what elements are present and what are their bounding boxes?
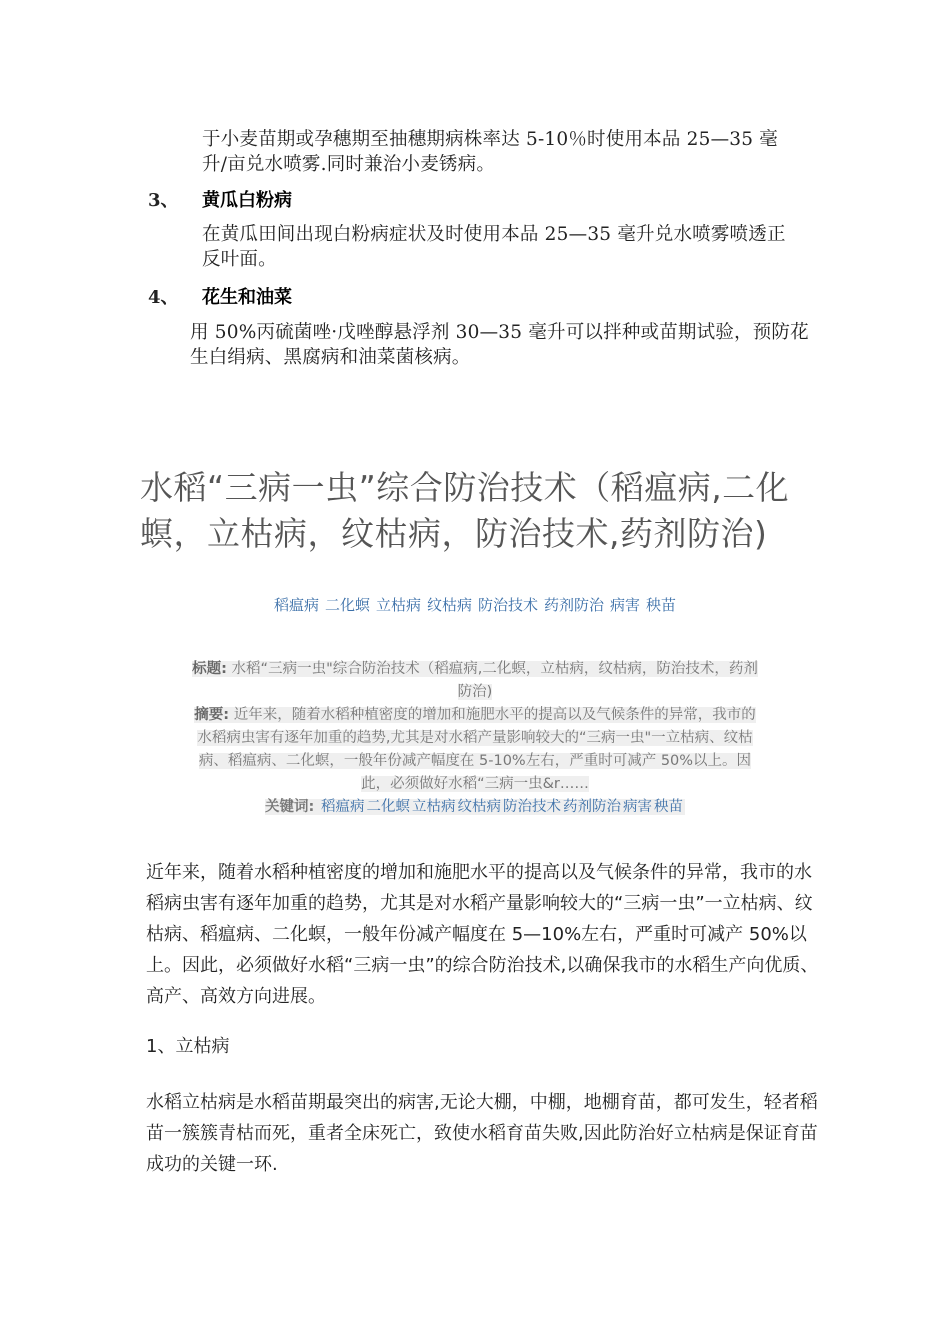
meta-title-text: 水稻“三病一虫"综合防治技术（稻瘟病,二化螟，立枯病，纹枯病，防治技术，药剂防治) [231, 661, 758, 700]
tag-link[interactable]: 立枯病 [375, 596, 421, 614]
tag-link[interactable]: 药剂防治 [544, 596, 605, 614]
tag-link[interactable]: 秧苗 [646, 596, 677, 614]
paragraph-wheat-usage: 于小麦苗期或孕穗期至抽穗期病株率达 5-10％时使用本品 25—35 毫升/亩兑水喷雾.同时兼治小麦锈病。 [202, 129, 778, 175]
article-intro: 近年来，随着水稻种植密度的增加和施肥水平的提高以及气候条件的异常，我市的水稻病虫害有逐年加重的趋势，尤其是对水稻产量影响较大的“三病一虫”一立枯病、纹枯病、稻瘟病、二化螟，一般年份减产幅度在 5—10%左右，严重时可减产 50%以上。因此，必须做好水稻“三病一虫”的综合防治技术,以确保我市的水稻生产向优质、高产、高效方向进展。 [146, 862, 819, 1007]
section-heading-damping-off: 1、立枯病 [146, 1036, 230, 1057]
keyword-link[interactable]: 二化螟 [366, 799, 410, 815]
tag-link[interactable]: 防治技术 [478, 596, 539, 614]
section-text-damping-off: 水稻立枯病是水稻苗期最突出的病害,无论大棚，中棚，地棚育苗，都可发生，轻者稻苗一簇簇青枯而死，重者全床死亡，致使水稻育苗失败,因此防治好立枯病是保证育苗成功的关键一环. [146, 1092, 818, 1175]
tag-link[interactable]: 稻瘟病 [273, 596, 319, 614]
item-number-3: 3、 [148, 190, 179, 211]
tag-link[interactable]: 病害 [610, 596, 641, 614]
keywords-label: 关键词: [265, 799, 315, 815]
keyword-link[interactable]: 防治技术 [502, 799, 561, 815]
meta-title-label: 标题: [192, 661, 227, 677]
paragraph-cucumber: 在黄瓜田间出现白粉病症状及时使用本品 25—35 毫升兑水喷雾喷透正反叶面。 [202, 224, 786, 270]
keyword-link[interactable]: 秧苗 [653, 799, 683, 815]
item-heading-peanut-rapeseed: 花生和油菜 [202, 287, 292, 308]
tag-list [0, 594, 950, 615]
meta-block [190, 658, 760, 819]
item-number-4: 4、 [148, 287, 179, 308]
abstract-text: 近年来，随着水稻种植密度的增加和施肥水平的提高以及气候条件的异常，我市的水稻病虫害有逐年加重的趋势,尤其是对水稻产量影响较大的“三病一虫"一立枯病、纹枯病、稻瘟病、二化螟，一般年份减产幅度在 5-10%左右，严重时可减产 50%以上。因此，必须做好水稻“三病一虫&r…… [197, 707, 756, 792]
meta-title-line [190, 658, 760, 704]
meta-keywords-line [190, 796, 760, 819]
keyword-link[interactable]: 病害 [622, 799, 652, 815]
abstract-label: 摘要: [194, 707, 230, 723]
tag-link[interactable]: 纹枯病 [426, 596, 472, 614]
keyword-link[interactable]: 药剂防治 [562, 799, 621, 815]
tag-link[interactable]: 二化螟 [324, 596, 370, 614]
keyword-link[interactable]: 稻瘟病 [320, 799, 365, 815]
keyword-link[interactable]: 立枯病 [411, 799, 456, 815]
paragraph-peanut-rapeseed: 用 50%丙硫菌唑·戊唑醇悬浮剂 30—35 毫升可以拌种或苗期试验，预防花生白绢病、黑腐病和油菜菌核病。 [190, 322, 809, 368]
article-title: 水稻“三病一虫”综合防治技术（稻瘟病,二化螟，立枯病，纹枯病，防治技术,药剂防治) [140, 468, 790, 553]
item-heading-cucumber: 黄瓜白粉病 [202, 190, 292, 211]
meta-abstract-line [190, 704, 760, 796]
keyword-link[interactable]: 纹枯病 [457, 799, 501, 815]
